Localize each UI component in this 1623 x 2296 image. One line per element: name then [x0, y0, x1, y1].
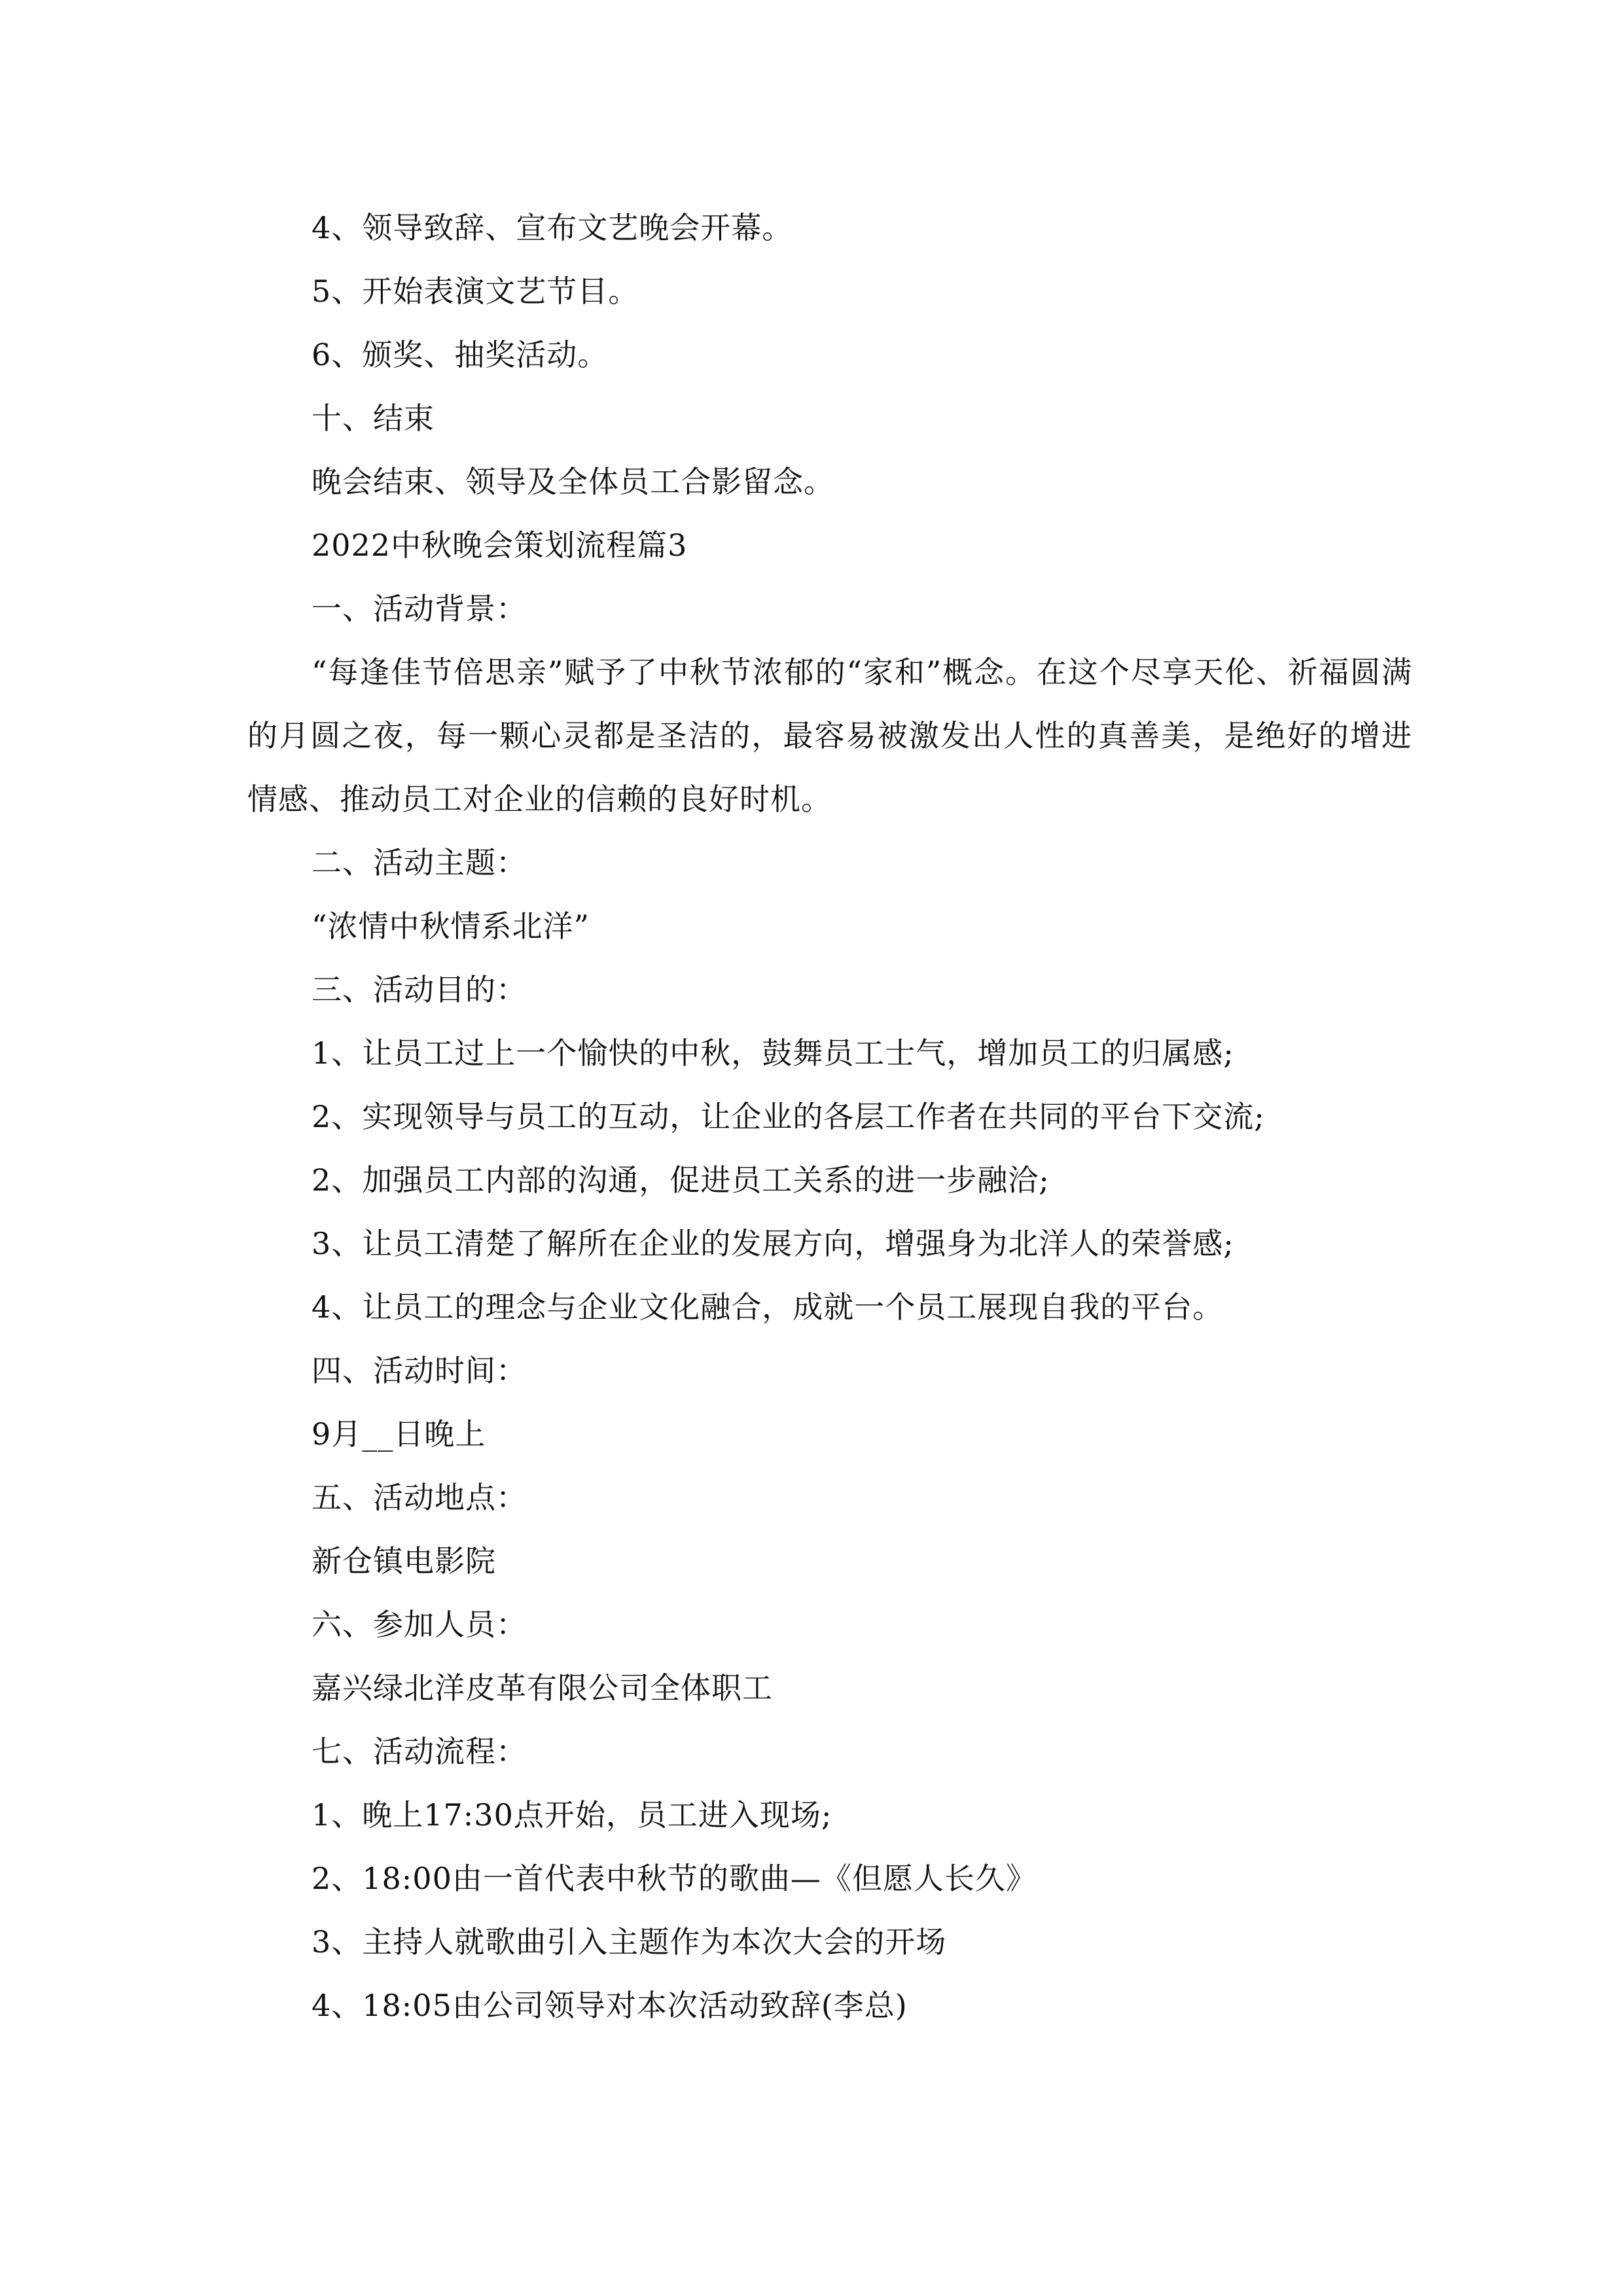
list-item: 1、晚上17:30点开始，员工进入现场;	[312, 1797, 832, 1833]
list-item: 2、18:00由一首代表中秋节的歌曲—《但愿人长久》	[312, 1861, 1037, 1896]
list-item: 4、18:05由公司领导对本次活动致辞(李总)	[312, 1988, 908, 2023]
list-item: 2、加强员工内部的沟通，促进员工关系的进一步融洽;	[312, 1162, 1050, 1198]
list-item: 2、实现领导与员工的互动，让企业的各层工作者在共同的平台下交流;	[312, 1099, 1265, 1134]
list-item: 4、让员工的理念与企业文化融合，成就一个员工展现自我的平台。	[312, 1289, 1224, 1325]
section-heading: 五、活动地点：	[312, 1480, 527, 1515]
section-heading: 二、活动主题：	[312, 845, 527, 880]
list-item: 3、主持人就歌曲引入主题作为本次大会的开场	[312, 1924, 947, 1960]
text-line: 新仓镇电影院	[312, 1543, 496, 1579]
background-paragraph: “每逢佳节倍思亲”赋予了中秋节浓郁的“家和”概念。在这个尽享天伦、祈福圆满的月圆之夜，每一颗心灵都是圣洁的，最容易被激发出人性的真善美，是绝好的增进情感、推动员工对企业的信赖的良好时机。	[247, 655, 1412, 817]
text-line: 嘉兴绿北洋皮革有限公司全体职工	[312, 1670, 773, 1706]
section-heading: 四、活动时间：	[312, 1353, 527, 1388]
article-title: 2022中秋晚会策划流程篇3	[312, 528, 688, 563]
text-line: 4、领导致辞、宣布文艺晚会开幕。	[312, 210, 793, 245]
list-item: 1、让员工过上一个愉快的中秋，鼓舞员工士气，增加员工的归属感;	[312, 1035, 1234, 1071]
text-line: 6、颁奖、抽奖活动。	[312, 337, 609, 372]
section-heading: 一、活动背景：	[312, 591, 527, 626]
document-page	[247, 196, 1412, 2037]
text-line: 9月__日晚上	[312, 1416, 486, 1452]
text-line: “浓情中秋情系北洋”	[312, 908, 590, 944]
section-heading: 十、结束	[312, 401, 435, 436]
list-item: 3、让员工清楚了解所在企业的发展方向，增强身为北洋人的荣誉感;	[312, 1226, 1234, 1261]
text-line: 5、开始表演文艺节目。	[312, 274, 639, 309]
text-line: 晚会结束、领导及全体员工合影留念。	[312, 464, 834, 499]
section-heading: 七、活动流程：	[312, 1734, 527, 1769]
section-heading: 三、活动目的：	[312, 972, 527, 1007]
section-heading: 六、参加人员：	[312, 1607, 527, 1642]
